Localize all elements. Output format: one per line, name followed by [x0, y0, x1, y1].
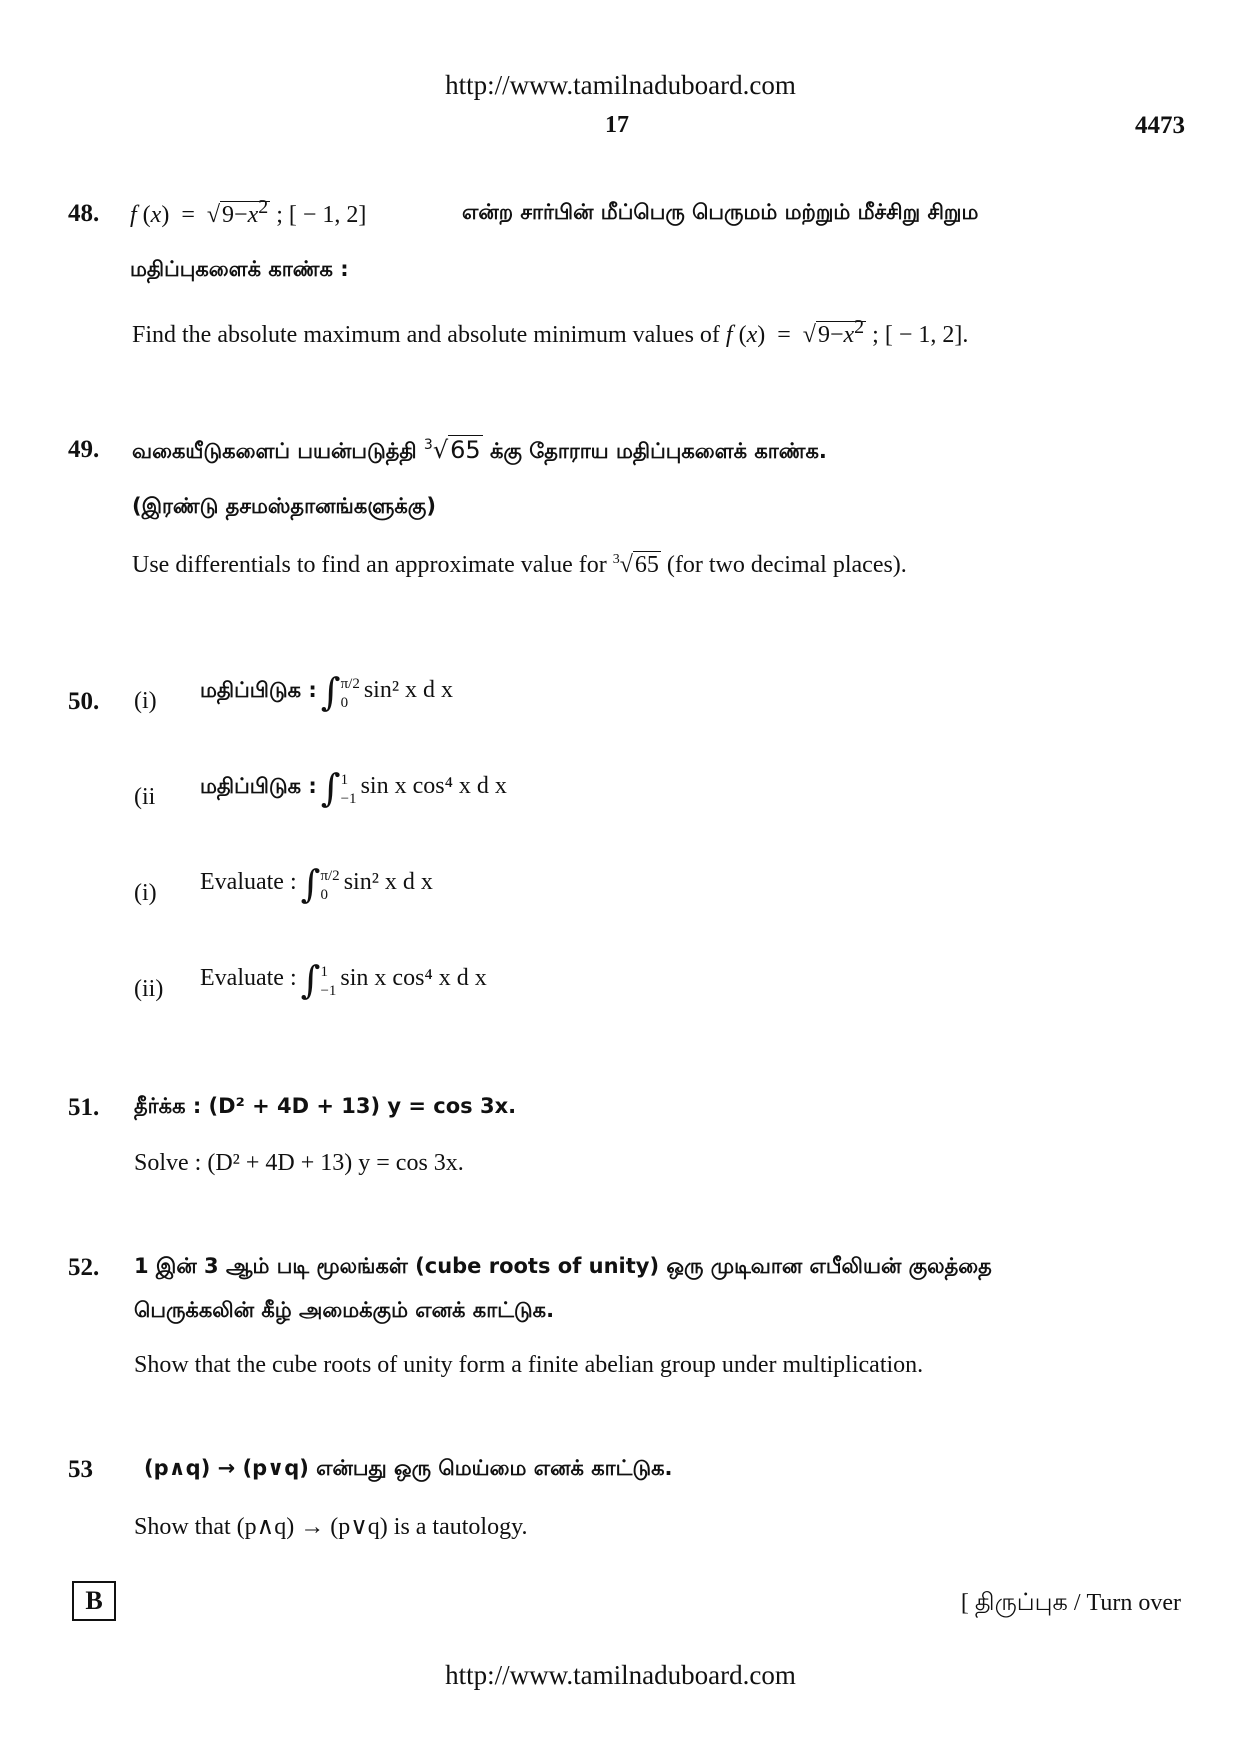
q49-root-index: 3 — [423, 437, 433, 453]
q50-part-text: மதிப்பிடுக : — [200, 678, 317, 702]
question-number-48: 48. — [68, 200, 100, 227]
q50-part-expression — [200, 670, 453, 714]
turn-over-note: [ திருப்புக / Turn over — [960, 1590, 1181, 1616]
integral-upper-limit: 1 — [320, 964, 328, 980]
q50-part-label: (i) — [134, 880, 157, 906]
q49-english-part-a: Use differentials to find an approximate value for — [132, 552, 607, 578]
q48-tamil-line-2: மதிப்புகளைக் காண்க : — [130, 257, 349, 281]
paper-code: 4473 — [1135, 112, 1185, 139]
q52-tamil-line-2: பெருக்கலின் கீழ் அமைக்கும் எனக் காட்டுக. — [134, 1298, 555, 1322]
question-number-51: 51. — [68, 1094, 100, 1121]
q49-english-part-b: (for two decimal places). — [666, 552, 907, 578]
integral-lower-limit: 0 — [320, 887, 328, 903]
integral-sign: ∫ — [320, 766, 341, 810]
q49-tamil-part-b: க்கு தோராய மதிப்புகளைக் காண்க. — [490, 439, 827, 463]
q52-tamil-line-1: 1 இன் 3 ஆம் படி மூலங்கள் (cube roots of unity) ஒரு முடிவான எபீலியன் குலத்தை — [134, 1254, 992, 1278]
q50-part-text: Evaluate : — [200, 869, 297, 895]
integral-lower-limit: −1 — [320, 983, 337, 999]
q49-tamil-line-1: வகையீடுகளைப் பயன்படுத்தி $^3$√65 க்கு தோராய மதிப்புகளைக் காண்க. — [132, 436, 827, 464]
integrand: sin x cos⁴ x d x — [360, 773, 507, 799]
q50-part-expression — [200, 958, 487, 1002]
integral-lower-limit: 0 — [340, 695, 349, 711]
q52-english-text: Show that the cube roots of unity form a finite abelian group under multiplication. — [134, 1352, 924, 1378]
integral-sign: ∫ — [320, 670, 341, 714]
q48-interval-tamil: ; [ − 1, 2] — [276, 202, 367, 228]
integrand: sin x cos⁴ x d x — [340, 965, 487, 991]
q51-tamil-text: தீர்க்க : (D² + 4D + 13) y = cos 3x. — [134, 1094, 517, 1118]
q49-tamil-line-2: (இரண்டு தசமஸ்தானங்களுக்கு) — [132, 494, 436, 518]
q49-tamil-part-a: வகையீடுகளைப் பயன்படுத்தி — [132, 439, 417, 463]
header-url: http://www.tamilnaduboard.com — [445, 70, 796, 100]
question-number-49: 49. — [68, 436, 100, 463]
q53-tamil-text: (p∧q) → (p∨q) என்பது ஒரு மெய்மை எனக் காட்டுக. — [144, 1456, 673, 1480]
integrand: sin² x d x — [343, 869, 433, 895]
q48-english-label: Find the absolute maximum and absolute minimum values of — [132, 322, 720, 348]
q50-part-label: (i) — [134, 688, 157, 714]
q53-english-text: Show that (p∧q) → (p∨q) is a tautology. — [134, 1514, 528, 1540]
integral-upper-limit: π/2 — [320, 868, 340, 884]
q48-formula-tamil: f $(x) = √9-x^2$ ; [ − 1, 2] — [130, 196, 367, 228]
q51-english-text: Solve : (D² + 4D + 13) y = cos 3x. — [134, 1150, 464, 1176]
q49-english-text: Use differentials to find an approximate value for $^3$√65 (for two decimal places). — [132, 552, 907, 578]
q50-part-label: (ii — [134, 784, 156, 810]
q48-tamil-line-1: என்ற சார்பின் மீப்பெரு பெருமம் மற்றும் மீச்சிறு சிறும — [462, 200, 979, 224]
q49-root-value-en: 65 — [634, 552, 659, 578]
q50-part-text: மதிப்பிடுக : — [200, 774, 317, 798]
q48-interval: ; [ − 1, 2]. — [872, 322, 969, 348]
integral-sign: ∫ — [300, 958, 321, 1002]
q49-root-index-en: 3 — [612, 552, 620, 567]
integral-sign: ∫ — [300, 862, 321, 906]
booklet-code-badge: B — [72, 1581, 116, 1621]
q50-part-expression — [200, 766, 507, 810]
q49-root-value: 65 — [450, 436, 481, 464]
integral-upper-limit: 1 — [340, 772, 349, 788]
q48-english-text: Find the absolute maximum and absolute minimum values of f $(x) = √9-x^2$ ; [ − 1, 2]. — [132, 316, 969, 348]
page-number: 17 — [605, 112, 629, 138]
footer-url: http://www.tamilnaduboard.com — [445, 1660, 796, 1690]
question-number-52: 52. — [68, 1254, 100, 1281]
q50-part-expression — [200, 862, 433, 906]
question-number-50: 50. — [68, 688, 100, 715]
integrand: sin² x d x — [363, 677, 454, 703]
question-number-53: 53 — [68, 1456, 93, 1483]
q50-part-label: (ii) — [134, 976, 164, 1002]
integral-upper-limit: π/2 — [340, 676, 360, 692]
q50-part-text: Evaluate : — [200, 965, 297, 991]
integral-lower-limit: −1 — [340, 791, 357, 807]
